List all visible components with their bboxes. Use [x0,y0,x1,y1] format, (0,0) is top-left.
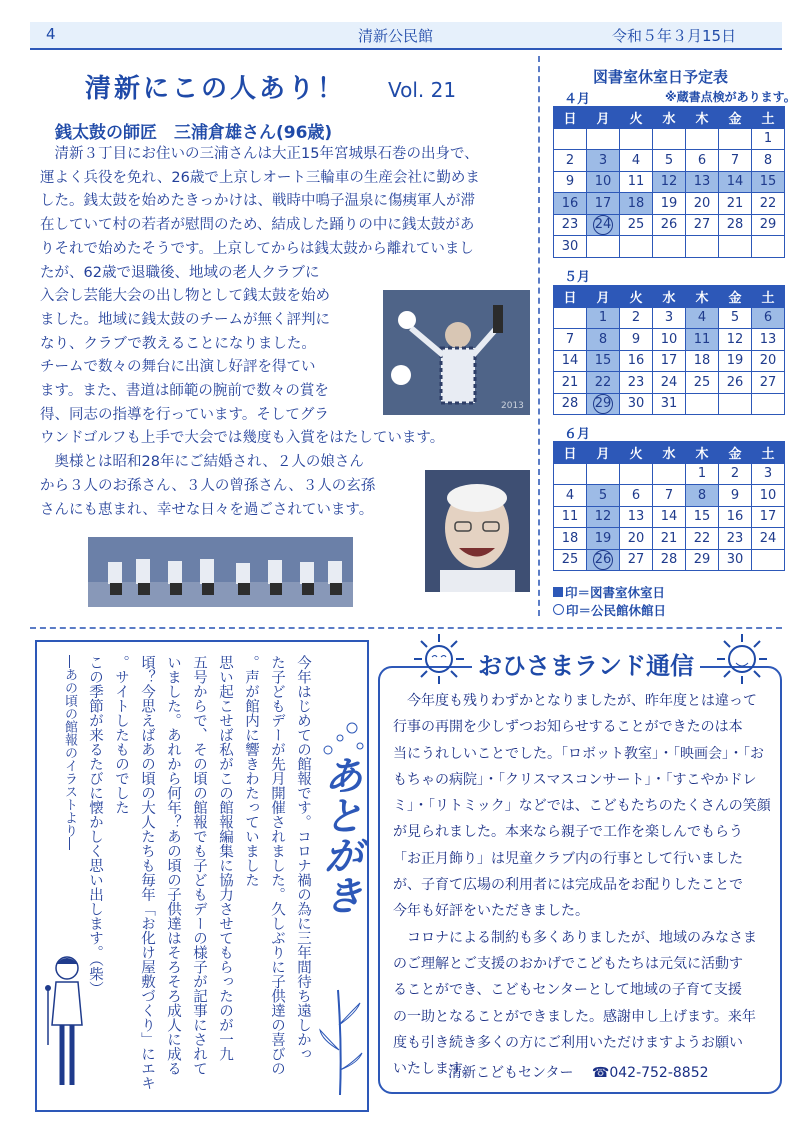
day-cell: 30 [719,549,752,571]
day-cell: 15 [752,171,785,193]
atogaki-heading: あとがき [317,755,363,915]
text-line: コロナによる制約も多くありましたが、地域のみなさま [393,929,757,946]
day-cell [686,393,719,415]
weekday-header-row [554,107,785,129]
text-line: 度も引き続き多くの方にご利用いただけますようお願い [393,1034,743,1051]
text-line: 今年度も残りわずかとなりましたが、昨年度とは違って [393,693,757,709]
day-cell [686,128,719,150]
text-line: 行事の再開を少しずつお知らせすることができたのは本 [393,719,743,736]
day-cell [653,236,686,258]
library-closed-marker-icon [553,587,563,597]
text-line: チームで数々の舞台に出演し好評を得てい [40,359,316,376]
day-cell: 4 [620,150,653,172]
feature-vol: Vol. 21 [388,78,457,102]
day-cell: 19 [653,193,686,215]
text-line: りそれで始めたそうです。上京してからは銭太鼓から離れていまし [40,240,474,257]
day-cell: 20 [752,350,785,372]
month-label-june: ６月 [564,427,591,442]
feature-title: 清新にこの人あり！ [85,74,347,104]
day-cell: 27 [620,549,653,571]
weekday-cell: 月 [587,286,620,308]
portrait-illustration [425,470,530,592]
text-column: 頃？今思えばあの頃の大人たちも毎年「お化け屋敷づくり」にエキ [139,655,155,1090]
text-line: から３人のお孫さん、３人の曾孫さん、３人の玄孫 [40,477,376,494]
text-line: 「お正月飾り」は児童クラブ内の行事として行いました [393,850,743,867]
day-cell: 9 [719,485,752,507]
day-cell: 17 [587,193,620,215]
text-line: が、子育て広場の利用者には完成品をお配りしたことで [393,877,743,894]
weekday-cell: 金 [719,286,752,308]
day-cell [620,463,653,485]
day-cell: 30 [554,236,587,258]
day-cell: 12 [587,506,620,528]
bamboo-leaf-icon [318,985,363,1100]
header-org: 清新公民館 [358,27,434,45]
day-cell: 27 [752,372,785,394]
day-cell: 23 [554,214,587,236]
day-cell: 7 [554,329,587,351]
day-cell: 26 [653,214,686,236]
day-cell: 1 [587,307,620,329]
day-cell: 3 [752,463,785,485]
day-cell: 4 [686,307,719,329]
week-row [554,549,785,571]
footer-phone: ☎042-752-8852 [591,1065,709,1081]
day-cell [587,236,620,258]
day-cell: 5 [653,150,686,172]
text-line: たが、62歳で退職後、地域の老人クラブに [40,264,320,281]
week-row [554,236,785,258]
weekday-cell: 土 [752,286,785,308]
day-cell [719,393,752,415]
day-cell: 6 [752,307,785,329]
day-cell: 27 [686,214,719,236]
text-line: 在していて村の若者が慰問のため、結成した踊りの中に銭太鼓があ [40,217,475,234]
weekday-cell: 金 [719,107,752,129]
day-cell: 10 [752,485,785,507]
day-cell [554,307,587,329]
day-cell: 19 [587,528,620,550]
day-cell [752,236,785,258]
text-line: ミ」・「リトミック」などでは、こどもたちのたくさんの笑顔 [393,798,771,815]
weekday-header-row [554,286,785,308]
header-date: 令和５年３月15日 [612,27,737,45]
weekday-cell: 木 [686,286,719,308]
weekday-cell: 水 [653,442,686,464]
text-column: た子どもデーが先月開催されました。久しぶりに子供達の喜びの [269,655,285,1076]
text-line: 運よく兵役を免れ、26歳で上京しオート三輪車の生産会社に勤めま [40,169,480,186]
day-cell: 24 [653,372,686,394]
day-cell: 1 [686,463,719,485]
calendar-note: ※蔵書点検があります。 [665,90,796,104]
day-cell: 18 [686,350,719,372]
page-number: 4 [46,25,56,43]
page-header [30,22,782,50]
day-cell: 19 [719,350,752,372]
day-cell: 9 [620,329,653,351]
day-cell: 5 [587,485,620,507]
day-cell: 6 [620,485,653,507]
week-row [554,214,785,236]
text-line: 得、同志の指導を行っています。そしてグラ [40,406,329,423]
day-cell: 12 [719,329,752,351]
week-row [554,463,785,485]
day-cell: 3 [653,307,686,329]
day-cell [620,236,653,258]
day-cell: 18 [620,193,653,215]
calendar-april [553,106,785,258]
day-cell [587,393,620,415]
day-cell: 13 [620,506,653,528]
day-cell: 29 [686,549,719,571]
hall-closed-marker-icon [553,604,564,615]
calendar-may [553,285,785,415]
column-divider [538,56,540,616]
text-line: もちゃの病院」・「クリスマスコンサート」・「すこやかドレ [393,771,757,788]
weekday-cell: 土 [752,442,785,464]
day-cell: 5 [719,307,752,329]
day-number: 24 [593,215,613,235]
photo-caption: 2013 [501,401,524,411]
legend-hall: 印＝公民館休館日 [553,601,666,619]
group-illustration [88,537,353,607]
day-cell: 11 [554,506,587,528]
portrait-photo [425,470,530,592]
text-column: 思い起こせば私がこの館報編集に協力させてもらったのが一九 [217,655,233,1076]
sun-left-icon [412,632,466,686]
day-cell: 2 [554,150,587,172]
day-cell: 10 [587,171,620,193]
ohisama-body [393,688,775,1082]
text-line: が見られました。本来なら親子で工作を楽しんでもらう [393,824,743,841]
day-cell: 2 [620,307,653,329]
weekday-cell: 火 [620,286,653,308]
ohisama-footer [448,1062,709,1082]
day-cell: 14 [653,506,686,528]
text-line: した。銭太鼓を始めたきっかけは、戦時中鳴子温泉に傷痍軍人が滞 [40,193,475,210]
day-cell [653,463,686,485]
day-cell [719,236,752,258]
day-cell: 15 [587,350,620,372]
week-row [554,307,785,329]
day-cell: 22 [587,372,620,394]
day-cell: 16 [719,506,752,528]
week-row [554,372,785,394]
text-column: 声が館内に響きわたっていました。 [243,655,259,887]
day-cell [554,463,587,485]
day-cell: 20 [620,528,653,550]
day-cell: 13 [752,329,785,351]
day-cell [587,214,620,236]
day-cell: 3 [587,150,620,172]
text-column: いました。あれから何年？あの頃の子供達はそろそろ成人に成る [165,655,181,1076]
weekday-cell: 日 [554,107,587,129]
day-cell: 25 [686,372,719,394]
weekday-cell: 土 [752,107,785,129]
day-cell: 18 [554,528,587,550]
week-row [554,150,785,172]
day-cell: 28 [719,214,752,236]
day-cell: 21 [554,372,587,394]
week-row [554,393,785,415]
week-row [554,193,785,215]
week-row [554,506,785,528]
day-cell: 7 [719,150,752,172]
day-cell [752,393,785,415]
text-line: 入会し芸能大会の出し物として銭太鼓を始め [40,288,330,305]
weekday-cell: 金 [719,442,752,464]
day-cell: 30 [620,393,653,415]
text-column: 五号からで、その頃の館報でも子どもデーの様子が記事にされて [191,655,207,1076]
weekday-cell: 水 [653,107,686,129]
day-cell: 8 [587,329,620,351]
day-cell: 6 [686,150,719,172]
day-cell: 4 [554,485,587,507]
day-cell: 1 [752,128,785,150]
weekday-header-row [554,442,785,464]
weekday-cell: 日 [554,442,587,464]
drummer-photo [383,290,530,415]
day-cell: 31 [653,393,686,415]
day-cell: 17 [752,506,785,528]
sun-right-icon [715,632,769,686]
week-row [554,128,785,150]
day-cell: 23 [620,372,653,394]
weekday-cell: 月 [587,442,620,464]
day-cell: 22 [752,193,785,215]
ohisama-title: おひさまランド通信 [472,646,700,681]
day-cell: 12 [653,171,686,193]
day-cell: 21 [719,193,752,215]
day-cell: 24 [752,528,785,550]
text-line: さんにも恵まれ、幸せな日々を過ごされています。 [40,501,374,518]
day-cell: 25 [554,549,587,571]
day-cell: 26 [719,372,752,394]
day-cell: 23 [719,528,752,550]
day-cell [554,128,587,150]
weekday-cell: 日 [554,286,587,308]
day-cell: 17 [653,350,686,372]
day-cell: 29 [752,214,785,236]
day-cell [587,549,620,571]
text-line: の一助となることができました。感謝申し上げます。来年 [393,1008,756,1025]
weekday-cell: 水 [653,286,686,308]
drummer-illustration [383,290,530,415]
weekday-cell: 木 [686,107,719,129]
text-line: なり、クラブで教えることになりました。 [40,335,316,352]
text-line: ました。地域に銭太鼓のチームが無く評判に [40,311,330,328]
day-cell [752,549,785,571]
day-number: 29 [593,394,613,414]
day-cell: 25 [620,214,653,236]
text-line: のご理解とご支援のおかげでこどもたちは元気に活動す [393,955,743,972]
day-cell: 16 [554,193,587,215]
day-cell [587,463,620,485]
day-cell: 28 [554,393,587,415]
day-cell: 14 [554,350,587,372]
text-line: 当にうれしいことでした。「ロボット教室」・「映画会」・「お [393,745,764,762]
day-cell [587,128,620,150]
text-line: 奥様とは昭和28年にご結婚され、２人の娘さん [40,454,364,471]
text-line: ることができ、こどもセンターとして地域の子育て支援 [393,982,742,999]
text-line: 清新３丁目にお住いの三浦さんは大正15年宮城県石巻の出身で、 [40,146,479,162]
day-number: 26 [593,550,613,570]
day-cell: 28 [653,549,686,571]
weekday-cell: 木 [686,442,719,464]
text-column: この季節が来るたびに懐かしく思い出します。（柴） [87,655,103,1011]
month-label-may: ５月 [564,270,591,285]
week-row [554,171,785,193]
text-column: 今年はじめての館報です。コロナ禍の為に三年間待ち遠しかっ [295,655,311,1061]
text-line: 今年も好評をいただきました。 [393,903,589,920]
month-label-april: ４月 [564,92,591,107]
weekday-cell: 火 [620,442,653,464]
girl-microphone-icon [42,950,92,1100]
week-row [554,329,785,351]
text-line: ウンドゴルフも上手で大会では幾度も入賞をはたしています。 [40,430,445,447]
day-cell: 11 [686,329,719,351]
bubbles-icon [318,720,368,760]
group-performance-photo [88,537,353,607]
weekday-cell: 火 [620,107,653,129]
day-cell: 10 [653,329,686,351]
week-row [554,350,785,372]
day-cell: 9 [554,171,587,193]
day-cell [620,128,653,150]
day-cell: 13 [686,171,719,193]
feature-subtitle: 銭太鼓の師匠 三浦倉雄さん(96歳) [55,123,333,143]
legend-library: 印＝図書室休室日 [553,583,665,601]
text-column: ―あの頃の館報のイラストより― [62,655,77,876]
day-cell: 20 [686,193,719,215]
day-cell [719,128,752,150]
day-cell: 11 [620,171,653,193]
day-cell: 2 [719,463,752,485]
day-cell: 22 [686,528,719,550]
weekday-cell: 月 [587,107,620,129]
footer-org: 清新こどもセンター [448,1065,574,1081]
text-line: ます。また、書道は師範の腕前で数々の賞を [40,383,329,400]
day-cell: 7 [653,485,686,507]
day-cell: 21 [653,528,686,550]
day-cell: 8 [686,485,719,507]
text-line: いたします。 [393,1061,476,1078]
section-divider [30,627,782,629]
week-row [554,485,785,507]
day-cell: 8 [752,150,785,172]
day-cell [686,236,719,258]
day-cell: 16 [620,350,653,372]
calendar-june [553,441,785,571]
week-row [554,528,785,550]
day-cell: 14 [719,171,752,193]
text-column: サイトしたものでした。 [113,655,129,815]
day-cell: 15 [686,506,719,528]
day-cell [653,128,686,150]
calendar-title: 図書室休室日予定表 [593,68,729,86]
